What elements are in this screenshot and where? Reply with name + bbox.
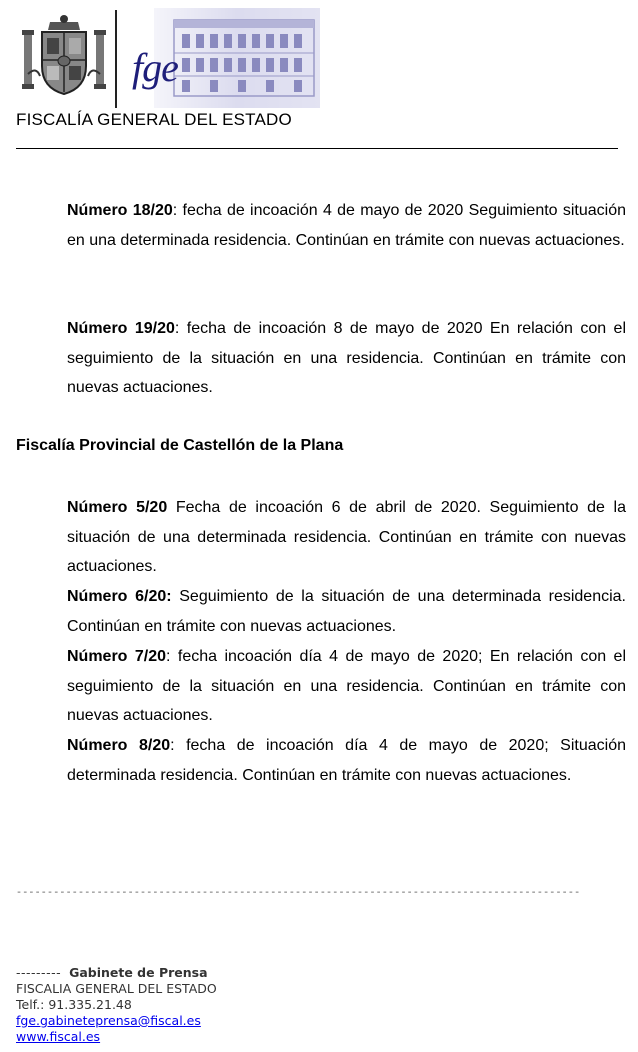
- entry-number: Número 18/20: [67, 202, 173, 219]
- entry-number: Número 8/20: [67, 737, 171, 754]
- footer-office-line: [16, 965, 217, 981]
- entry-paragraph: [67, 314, 626, 403]
- letterhead: [0, 0, 638, 112]
- section-title: Fiscalía Provincial de Castellón de la Plana: [16, 437, 344, 454]
- footer-email-link[interactable]: fge.gabineteprensa@fiscal.es: [16, 1013, 201, 1028]
- entry-text: : fecha de incoación 4 de mayo de 2020 Seguimiento situación en una determinada residencia. Continúan en trámite con nuevas actuaciones.: [67, 202, 627, 249]
- separator-line: -------------------------------------------------------------------------------------------: [16, 888, 581, 899]
- entry-text: : fecha de incoación 8 de mayo de 2020 En relación con el seguimiento de la situación en una residencia. Continúan en trámite con nuevas actuaciones.: [67, 320, 627, 397]
- entry-paragraph: [67, 196, 626, 255]
- header-divider: [115, 10, 117, 108]
- entry-number: Número 6/20:: [67, 588, 172, 605]
- entry-text: : fecha incoación día 4 de mayo de 2020; En relación con el seguimiento de la situación en una residencia. Continúan en trámite con nuevas actuaciones.: [67, 648, 626, 725]
- org-title: FISCALÍA GENERAL DEL ESTADO: [16, 110, 292, 129]
- entry-text: : fecha de incoación día 4 de mayo de 2020; Situación determinada residencia. Continúan en trámite con nuevas actuaciones.: [67, 737, 627, 784]
- press-footer: [16, 965, 217, 1045]
- entry-number: Número 7/20: [67, 648, 167, 665]
- entry-number: Número 5/20: [67, 499, 168, 516]
- footer-website-link[interactable]: www.fiscal.es: [16, 1029, 101, 1044]
- header-rule: [16, 148, 618, 149]
- entry-text: Fecha de incoación 6 de abril de 2020. Seguimiento de la situación de una determinada residencia. Continúan en trámite con nuevas actuaciones.: [67, 499, 626, 576]
- entry-paragraph: [67, 582, 626, 641]
- footer-dashes: ---------: [16, 965, 62, 980]
- entry-number: Número 19/20: [67, 320, 175, 337]
- fge-logo-text: fge: [132, 45, 178, 90]
- footer-phone: Telf.: 91.335.21.48: [16, 997, 132, 1012]
- entry-paragraph: [67, 642, 626, 731]
- coat-of-arms-icon: [22, 14, 106, 96]
- footer-office: Gabinete de Prensa: [69, 965, 208, 980]
- entry-paragraph: [67, 731, 626, 790]
- building-image: [154, 8, 320, 108]
- entry-paragraph: [67, 493, 626, 582]
- footer-org: FISCALIA GENERAL DEL ESTADO: [16, 981, 217, 996]
- entry-text: Seguimiento de la situación de una determinada residencia. Continúan en trámite con nuevas actuaciones.: [67, 588, 627, 635]
